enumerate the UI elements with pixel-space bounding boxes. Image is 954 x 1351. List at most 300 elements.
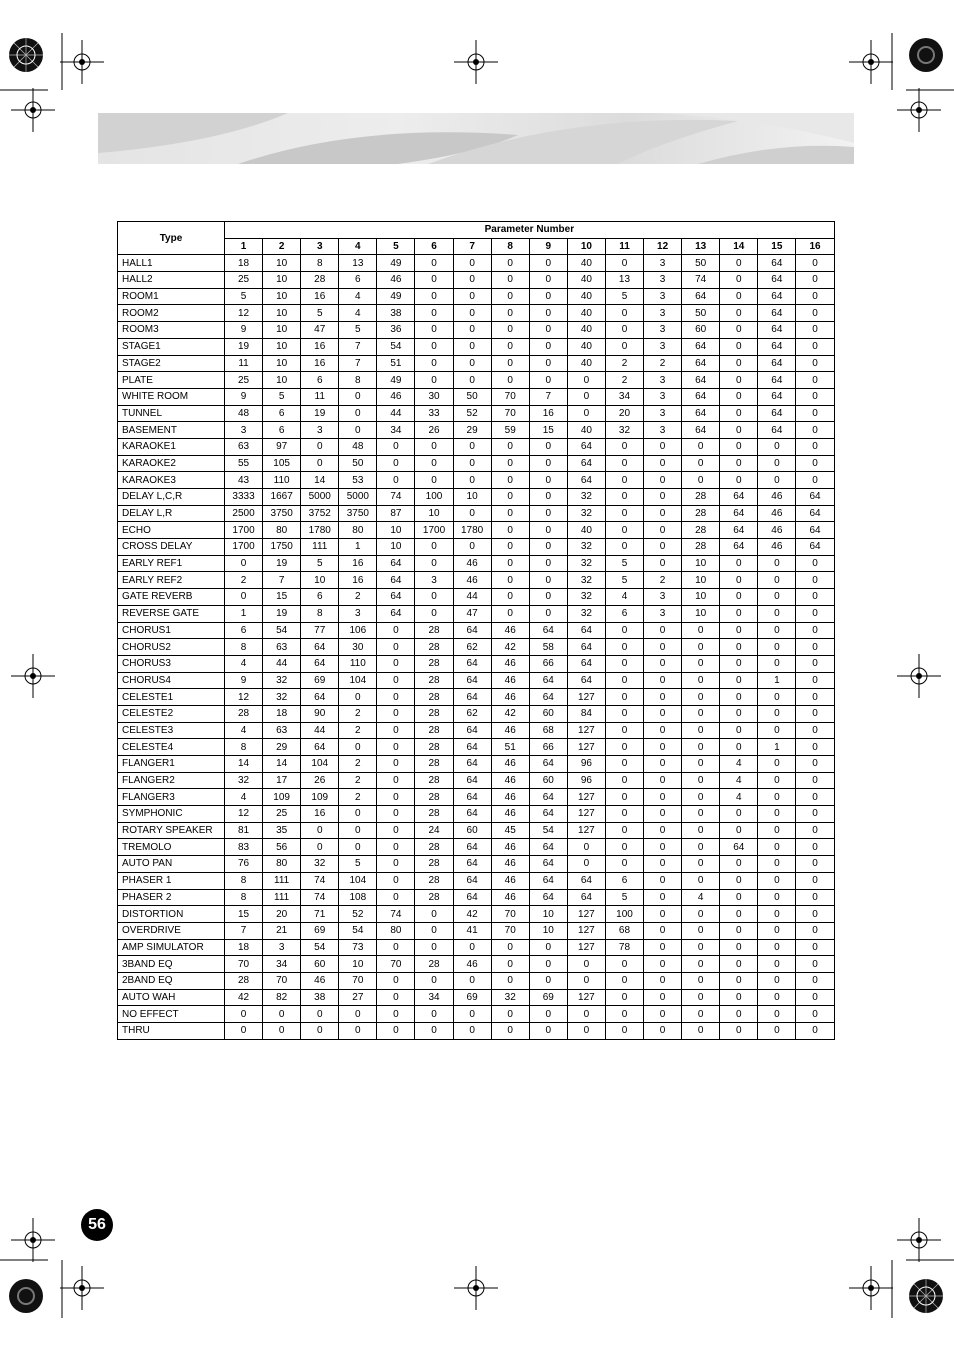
parameter-value-cell: 0 (529, 338, 567, 355)
parameter-value-cell: 0 (605, 1006, 643, 1023)
parameter-value-cell: 21 (263, 922, 301, 939)
parameter-value-cell: 64 (453, 772, 491, 789)
table-row (118, 756, 835, 773)
parameter-value-cell: 64 (682, 355, 720, 372)
parameter-value-cell: 0 (453, 1006, 491, 1023)
parameter-value-cell: 0 (339, 689, 377, 706)
parameter-value-cell: 46 (453, 555, 491, 572)
parameter-value-cell: 0 (758, 972, 796, 989)
table-row (118, 789, 835, 806)
parameter-value-cell: 32 (567, 505, 605, 522)
parameter-value-cell: 5 (605, 572, 643, 589)
parameter-value-cell: 28 (682, 522, 720, 539)
parameter-value-cell: 62 (453, 639, 491, 656)
parameter-value-cell: 0 (377, 822, 415, 839)
parameter-value-cell: 6 (225, 622, 263, 639)
parameter-value-cell: 42 (453, 906, 491, 923)
parameter-value-cell: 5000 (339, 489, 377, 506)
parameter-value-cell: 0 (529, 489, 567, 506)
parameter-value-cell: 4 (720, 772, 758, 789)
parameter-value-cell: 0 (377, 989, 415, 1006)
parameter-value-cell: 0 (796, 956, 834, 973)
parameter-value-cell: 10 (682, 605, 720, 622)
parameter-value-cell: 64 (453, 672, 491, 689)
parameter-value-cell: 29 (453, 422, 491, 439)
parameter-value-cell: 0 (682, 989, 720, 1006)
effect-type-cell: HALL2 (118, 272, 225, 289)
parameter-value-cell: 64 (720, 839, 758, 856)
parameter-value-cell: 0 (529, 438, 567, 455)
parameter-value-cell: 0 (301, 438, 339, 455)
table-row (118, 922, 835, 939)
parameter-value-cell: 1667 (263, 489, 301, 506)
parameter-value-cell: 0 (605, 472, 643, 489)
parameter-value-cell: 0 (644, 972, 682, 989)
table-row (118, 505, 835, 522)
parameter-value-cell: 0 (529, 505, 567, 522)
parameter-value-cell: 0 (644, 705, 682, 722)
parameter-value-cell: 69 (453, 989, 491, 1006)
parameter-value-cell: 20 (263, 906, 301, 923)
parameter-value-cell: 13 (339, 255, 377, 272)
parameter-value-cell: 0 (339, 822, 377, 839)
effect-type-cell: CROSS DELAY (118, 539, 225, 556)
parameter-value-cell: 32 (567, 589, 605, 606)
parameter-value-cell: 0 (682, 756, 720, 773)
parameter-value-cell: 0 (796, 372, 834, 389)
parameter-value-cell: 3 (644, 372, 682, 389)
parameter-value-cell: 127 (567, 806, 605, 823)
parameter-value-cell: 28 (415, 756, 453, 773)
effect-type-cell: ECHO (118, 522, 225, 539)
parameter-value-cell: 0 (682, 872, 720, 889)
parameter-value-cell: 64 (529, 856, 567, 873)
parameter-value-cell: 28 (415, 772, 453, 789)
parameter-value-cell: 0 (605, 322, 643, 339)
parameter-value-cell: 0 (453, 472, 491, 489)
parameter-value-cell: 0 (796, 655, 834, 672)
parameter-value-cell: 16 (339, 572, 377, 589)
parameter-value-cell: 0 (377, 705, 415, 722)
parameter-value-cell: 0 (682, 455, 720, 472)
effect-type-cell: AMP SIMULATOR (118, 939, 225, 956)
parameter-value-cell: 40 (567, 338, 605, 355)
parameter-value-cell: 0 (644, 689, 682, 706)
parameter-value-cell: 59 (491, 422, 529, 439)
parameter-value-cell: 0 (453, 288, 491, 305)
parameter-value-cell: 0 (796, 889, 834, 906)
parameter-value-cell: 0 (491, 589, 529, 606)
parameter-value-cell: 0 (758, 639, 796, 656)
parameter-value-cell: 4 (225, 722, 263, 739)
parameter-value-cell: 19 (301, 405, 339, 422)
effect-type-cell: KARAOKE3 (118, 472, 225, 489)
parameter-value-cell: 0 (529, 522, 567, 539)
parameter-value-cell: 0 (796, 639, 834, 656)
parameter-value-cell: 0 (720, 722, 758, 739)
parameter-value-cell: 0 (605, 705, 643, 722)
parameter-value-cell: 54 (339, 922, 377, 939)
parameter-value-cell: 40 (567, 355, 605, 372)
parameter-value-cell: 4 (720, 789, 758, 806)
parameter-value-cell: 2 (339, 722, 377, 739)
table-row (118, 872, 835, 889)
parameter-value-cell: 0 (720, 355, 758, 372)
parameter-value-cell: 0 (796, 589, 834, 606)
parameter-value-cell: 25 (225, 272, 263, 289)
parameter-value-cell: 64 (682, 372, 720, 389)
parameter-value-cell: 127 (567, 739, 605, 756)
parameter-value-cell: 0 (682, 1023, 720, 1040)
parameter-value-cell: 64 (720, 505, 758, 522)
parameter-value-cell: 0 (682, 956, 720, 973)
parameter-value-cell: 0 (415, 455, 453, 472)
parameter-value-cell: 0 (567, 405, 605, 422)
parameter-value-cell: 0 (720, 672, 758, 689)
parameter-value-cell: 0 (491, 472, 529, 489)
parameter-value-cell: 0 (301, 822, 339, 839)
parameter-value-cell: 32 (567, 555, 605, 572)
parameter-value-cell: 40 (567, 322, 605, 339)
table-row (118, 939, 835, 956)
parameter-value-cell: 8 (225, 872, 263, 889)
parameter-value-cell: 7 (339, 355, 377, 372)
parameter-value-cell: 0 (796, 572, 834, 589)
parameter-value-cell: 80 (377, 922, 415, 939)
parameter-value-cell: 0 (720, 322, 758, 339)
column-number-header: 3 (301, 238, 339, 255)
parameter-value-cell: 64 (453, 806, 491, 823)
parameter-value-cell: 0 (796, 872, 834, 889)
parameter-value-cell: 32 (225, 772, 263, 789)
parameter-value-cell: 0 (377, 689, 415, 706)
table-row (118, 622, 835, 639)
parameter-value-cell: 0 (644, 722, 682, 739)
parameter-value-cell: 0 (796, 806, 834, 823)
parameter-value-cell: 0 (644, 1006, 682, 1023)
parameter-value-cell: 32 (605, 422, 643, 439)
column-number-header: 12 (644, 238, 682, 255)
parameter-value-cell: 58 (529, 639, 567, 656)
parameter-value-cell: 42 (491, 639, 529, 656)
parameter-value-cell: 0 (758, 589, 796, 606)
table-row (118, 405, 835, 422)
parameter-value-cell: 16 (301, 338, 339, 355)
parameter-value-cell: 9 (225, 388, 263, 405)
parameter-value-cell: 50 (682, 305, 720, 322)
parameter-value-cell: 0 (339, 405, 377, 422)
parameter-value-cell: 64 (796, 539, 834, 556)
parameter-value-cell: 70 (263, 972, 301, 989)
parameter-value-cell: 46 (377, 388, 415, 405)
parameter-value-cell: 28 (682, 489, 720, 506)
parameter-value-cell: 28 (415, 839, 453, 856)
parameter-value-cell: 0 (682, 856, 720, 873)
parameter-value-cell: 127 (567, 989, 605, 1006)
parameter-value-cell: 0 (605, 956, 643, 973)
parameter-value-cell: 28 (415, 655, 453, 672)
parameter-value-cell: 2 (339, 589, 377, 606)
parameter-value-cell: 0 (225, 1006, 263, 1023)
table-row (118, 889, 835, 906)
parameter-value-cell: 0 (758, 455, 796, 472)
effect-parameter-table (117, 221, 835, 1040)
parameter-value-cell: 0 (567, 956, 605, 973)
parameter-value-cell: 64 (567, 889, 605, 906)
parameter-value-cell: 46 (491, 672, 529, 689)
parameter-value-cell: 52 (453, 405, 491, 422)
parameter-value-cell: 30 (339, 639, 377, 656)
table-body (118, 255, 835, 1039)
parameter-value-cell: 0 (453, 972, 491, 989)
parameter-value-cell: 40 (567, 522, 605, 539)
page-number-badge: 56 (81, 1209, 113, 1241)
parameter-value-cell: 64 (758, 272, 796, 289)
parameter-value-cell: 0 (720, 872, 758, 889)
parameter-value-cell: 0 (301, 1023, 339, 1040)
parameter-value-cell: 64 (758, 355, 796, 372)
parameter-value-cell: 66 (529, 739, 567, 756)
parameter-value-cell: 0 (377, 939, 415, 956)
parameter-value-cell: 74 (301, 889, 339, 906)
parameter-value-cell: 0 (491, 605, 529, 622)
parameter-value-cell: 0 (377, 1023, 415, 1040)
parameter-value-cell: 0 (796, 739, 834, 756)
parameter-value-cell: 10 (263, 255, 301, 272)
parameter-value-cell: 7 (339, 338, 377, 355)
parameter-value-cell: 4 (225, 789, 263, 806)
effect-type-cell: TUNNEL (118, 405, 225, 422)
parameter-value-cell: 100 (605, 906, 643, 923)
effect-type-cell: TREMOLO (118, 839, 225, 856)
parameter-value-cell: 0 (720, 939, 758, 956)
parameter-value-cell: 0 (796, 272, 834, 289)
parameter-value-cell: 127 (567, 922, 605, 939)
parameter-value-cell: 0 (682, 722, 720, 739)
parameter-value-cell: 47 (301, 322, 339, 339)
parameter-value-cell: 0 (758, 822, 796, 839)
parameter-value-cell: 28 (225, 972, 263, 989)
table-row (118, 822, 835, 839)
effect-type-cell: REVERSE GATE (118, 605, 225, 622)
parameter-value-cell: 0 (491, 438, 529, 455)
parameter-value-cell: 0 (415, 972, 453, 989)
effect-type-cell: PHASER 1 (118, 872, 225, 889)
parameter-value-cell: 3750 (339, 505, 377, 522)
parameter-value-cell: 16 (301, 806, 339, 823)
parameter-value-cell: 40 (567, 422, 605, 439)
parameter-value-cell: 70 (225, 956, 263, 973)
parameter-value-cell: 10 (682, 555, 720, 572)
parameter-value-cell: 0 (720, 255, 758, 272)
parameter-value-cell: 71 (301, 906, 339, 923)
parameter-value-cell: 0 (644, 756, 682, 773)
parameter-value-cell: 0 (758, 705, 796, 722)
parameter-value-cell: 0 (796, 338, 834, 355)
parameter-value-cell: 104 (301, 756, 339, 773)
parameter-value-cell: 6 (263, 405, 301, 422)
parameter-value-cell: 84 (567, 705, 605, 722)
parameter-value-cell: 64 (377, 555, 415, 572)
parameter-value-cell: 0 (377, 655, 415, 672)
parameter-value-cell: 32 (567, 539, 605, 556)
parameter-value-cell: 0 (720, 572, 758, 589)
parameter-value-cell: 0 (682, 972, 720, 989)
parameter-value-cell: 42 (491, 705, 529, 722)
parameter-value-cell: 0 (529, 322, 567, 339)
parameter-value-cell: 0 (453, 372, 491, 389)
parameter-value-cell: 0 (415, 906, 453, 923)
parameter-value-cell: 0 (529, 605, 567, 622)
parameter-value-cell: 0 (796, 455, 834, 472)
parameter-value-cell: 46 (758, 489, 796, 506)
parameter-value-cell: 70 (491, 388, 529, 405)
parameter-value-cell: 0 (720, 956, 758, 973)
parameter-value-cell: 28 (682, 505, 720, 522)
parameter-value-cell: 3 (644, 589, 682, 606)
column-number-header: 1 (225, 238, 263, 255)
parameter-value-cell: 0 (491, 1023, 529, 1040)
parameter-value-cell: 0 (605, 455, 643, 472)
parameter-value-cell: 10 (682, 589, 720, 606)
parameter-value-cell: 0 (605, 806, 643, 823)
parameter-value-cell: 0 (796, 672, 834, 689)
parameter-value-cell: 70 (377, 956, 415, 973)
parameter-value-cell: 0 (720, 622, 758, 639)
parameter-value-cell: 2 (339, 772, 377, 789)
parameter-value-cell: 5 (339, 322, 377, 339)
effect-type-cell: ROOM2 (118, 305, 225, 322)
parameter-value-cell: 74 (377, 489, 415, 506)
parameter-value-cell: 64 (453, 839, 491, 856)
parameter-value-cell: 9 (225, 322, 263, 339)
parameter-value-cell: 64 (453, 689, 491, 706)
parameter-value-cell: 64 (682, 405, 720, 422)
parameter-value-cell: 0 (339, 388, 377, 405)
parameter-value-cell: 0 (758, 722, 796, 739)
parameter-value-cell: 56 (263, 839, 301, 856)
parameter-value-cell: 28 (682, 539, 720, 556)
parameter-value-cell: 64 (377, 605, 415, 622)
parameter-value-cell: 0 (605, 839, 643, 856)
parameter-value-cell: 1780 (453, 522, 491, 539)
parameter-value-cell: 46 (491, 806, 529, 823)
parameter-value-cell: 0 (377, 756, 415, 773)
parameter-value-cell: 0 (682, 622, 720, 639)
parameter-value-cell: 28 (415, 956, 453, 973)
parameter-value-cell: 5 (605, 555, 643, 572)
parameter-value-cell: 0 (301, 1006, 339, 1023)
parameter-value-cell: 0 (339, 839, 377, 856)
parameter-value-cell: 0 (758, 872, 796, 889)
parameter-value-cell: 60 (301, 956, 339, 973)
parameter-value-cell: 0 (377, 872, 415, 889)
parameter-value-cell: 28 (415, 672, 453, 689)
parameter-value-cell: 70 (491, 405, 529, 422)
parameter-value-cell: 78 (605, 939, 643, 956)
parameter-value-cell: 12 (225, 689, 263, 706)
column-number-header: 5 (377, 238, 415, 255)
parameter-value-cell: 62 (453, 705, 491, 722)
parameter-value-cell: 46 (453, 572, 491, 589)
parameter-value-cell: 0 (491, 539, 529, 556)
table-row (118, 288, 835, 305)
parameter-value-cell: 0 (415, 472, 453, 489)
parameter-value-cell: 25 (263, 806, 301, 823)
parameter-value-cell: 52 (339, 906, 377, 923)
parameter-value-cell: 24 (415, 822, 453, 839)
effect-type-cell: PHASER 2 (118, 889, 225, 906)
parameter-value-cell: 0 (644, 889, 682, 906)
parameter-value-cell: 0 (605, 739, 643, 756)
parameter-value-cell: 0 (225, 589, 263, 606)
parameter-value-cell: 0 (720, 806, 758, 823)
parameter-value-cell: 28 (415, 806, 453, 823)
parameter-value-cell: 0 (758, 906, 796, 923)
parameter-value-cell: 90 (301, 705, 339, 722)
parameter-value-cell: 10 (529, 906, 567, 923)
parameter-value-cell: 0 (758, 856, 796, 873)
parameter-value-cell: 16 (301, 288, 339, 305)
table-row (118, 705, 835, 722)
parameter-value-cell: 0 (796, 405, 834, 422)
parameter-value-cell: 64 (682, 388, 720, 405)
parameter-value-cell: 10 (263, 288, 301, 305)
parameter-value-cell: 0 (682, 739, 720, 756)
parameter-value-cell: 70 (491, 922, 529, 939)
parameter-value-cell: 0 (720, 372, 758, 389)
parameter-value-cell: 0 (720, 856, 758, 873)
parameter-value-cell: 0 (605, 489, 643, 506)
parameter-value-cell: 51 (491, 739, 529, 756)
parameter-value-cell: 4 (339, 305, 377, 322)
parameter-value-cell: 32 (567, 489, 605, 506)
parameter-value-cell: 0 (415, 1023, 453, 1040)
parameter-value-cell: 0 (415, 922, 453, 939)
effect-type-cell: ROTARY SPEAKER (118, 822, 225, 839)
parameter-value-cell: 0 (720, 405, 758, 422)
parameter-value-cell: 5 (605, 288, 643, 305)
parameter-value-cell: 5 (301, 305, 339, 322)
table-row (118, 722, 835, 739)
table-row (118, 989, 835, 1006)
parameter-value-cell: 0 (453, 455, 491, 472)
parameter-value-cell: 6 (263, 422, 301, 439)
parameter-value-cell: 0 (567, 372, 605, 389)
parameter-value-cell: 64 (453, 655, 491, 672)
parameter-value-cell: 34 (415, 989, 453, 1006)
parameter-value-cell: 64 (567, 472, 605, 489)
parameter-value-cell: 25 (225, 372, 263, 389)
parameter-value-cell: 64 (529, 872, 567, 889)
parameter-value-cell: 12 (225, 806, 263, 823)
parameter-value-cell: 0 (377, 806, 415, 823)
table-row (118, 572, 835, 589)
parameter-value-cell: 63 (263, 639, 301, 656)
parameter-value-cell: 111 (263, 889, 301, 906)
table-row (118, 772, 835, 789)
parameter-value-cell: 0 (529, 956, 567, 973)
parameter-value-cell: 64 (529, 689, 567, 706)
parameter-value-cell: 0 (720, 822, 758, 839)
parameter-value-cell: 64 (529, 806, 567, 823)
parameter-value-cell: 0 (605, 522, 643, 539)
table-row (118, 388, 835, 405)
parameter-value-cell: 54 (377, 338, 415, 355)
parameter-value-cell: 32 (567, 605, 605, 622)
parameter-value-cell: 80 (339, 522, 377, 539)
parameter-value-cell: 0 (491, 372, 529, 389)
